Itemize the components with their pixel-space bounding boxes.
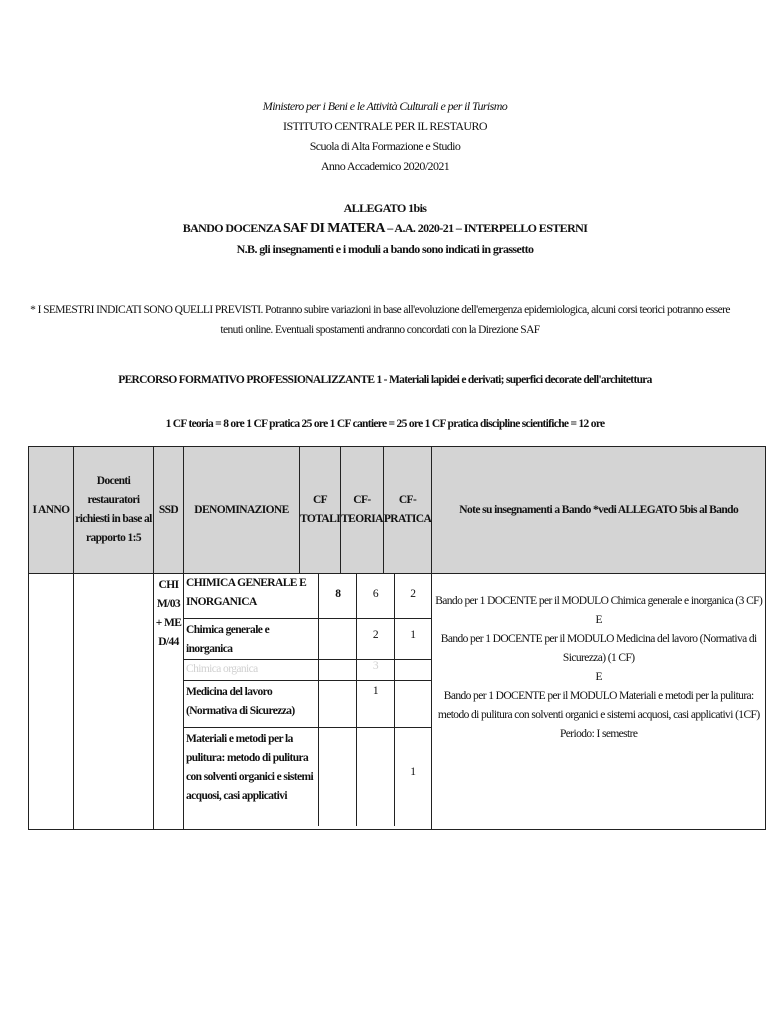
module-row bbox=[184, 681, 431, 728]
header-note: Note su insegnamenti a Bando *vedi ALLEGATO 5bis al Bando bbox=[432, 447, 766, 574]
module-cf-pratica bbox=[394, 660, 431, 681]
nb-note: N.B. gli insegnamenti e i moduli a bando sono indicati in grassetto bbox=[236, 242, 534, 256]
bando-title bbox=[0, 218, 770, 239]
institute-name: ISTITUTO CENTRALE PER IL RESTAURO bbox=[283, 119, 487, 133]
module-name: Materiali e metodi per la pulitura: metodo di pulitura con solventi organici e sistemi acquosi, casi applicativi bbox=[184, 728, 319, 827]
courses-table bbox=[28, 446, 766, 830]
note-line: E bbox=[595, 671, 602, 683]
module-name: Medicina del lavoro (Normativa di Sicurezza) bbox=[184, 681, 319, 728]
module-cf-teoria bbox=[357, 728, 394, 827]
module-name: Chimica generale e inorganica bbox=[184, 619, 319, 660]
module-row bbox=[184, 660, 431, 681]
module-cf-pratica: 1 bbox=[394, 619, 431, 660]
cf-equivalence: 1 CF teoria = 8 ore 1 CF pratica 25 ore 1 CF cantiere = 25 ore 1 CF pratica discipline scientifiche = 12 ore bbox=[165, 418, 605, 430]
header-cf-totali: CF TOTALI bbox=[300, 447, 341, 574]
module-cf-totali bbox=[319, 660, 357, 681]
table-header-row bbox=[29, 447, 766, 574]
modules-cell bbox=[184, 574, 432, 830]
module-row bbox=[184, 728, 431, 827]
module-cf-teoria: 6 bbox=[357, 574, 394, 619]
percorso-title: PERCORSO FORMATIVO PROFESSIONALIZZANTE 1 - Materiali lapidei e derivati; superfici decorate dell'architettura bbox=[118, 374, 652, 386]
module-cf-pratica: 1 bbox=[410, 766, 416, 778]
module-cf-pratica: 2 bbox=[394, 574, 431, 619]
note-line: Bando per 1 DOCENTE per il MODULO Chimica generale e inorganica (3 CF) bbox=[435, 595, 763, 607]
module-cf-teoria: 1 bbox=[357, 681, 394, 728]
bando-prefix: BANDO DOCENZA bbox=[182, 221, 283, 235]
header-docenti: Docenti restauratori richiesti in base al rapporto 1:5 bbox=[74, 447, 154, 574]
ministry-name: Ministero per i Beni e le Attività Culturali e per il Turismo bbox=[262, 99, 508, 113]
academic-year: Anno Accademico 2020/2021 bbox=[320, 159, 450, 173]
allegato-block bbox=[0, 198, 770, 259]
module-cf-totali: 8 bbox=[319, 574, 357, 619]
header-cf-teoria: CF-TEORIA bbox=[341, 447, 384, 574]
allegato-title: ALLEGATO 1bis bbox=[343, 201, 427, 215]
header-cf-pratica: CF-PRATICA bbox=[383, 447, 431, 574]
ssd-cell: CHIM/03+ MED/44 bbox=[154, 574, 184, 830]
note-line: Bando per 1 DOCENTE per il MODULO Materiali e metodi per la pulitura: metodo di pulitura con solventi organici e sistemi acquosi, casi applicativi (1CF) bbox=[437, 690, 760, 721]
table-row bbox=[29, 574, 766, 830]
module-cf-teoria: 3 bbox=[357, 660, 394, 681]
module-cf-teoria: 2 bbox=[357, 619, 394, 660]
module-name: CHIMICA GENERALE E INORGANICA bbox=[184, 574, 319, 619]
module-row bbox=[184, 574, 431, 619]
note-line: Periodo: I semestre bbox=[560, 728, 638, 740]
document-header bbox=[0, 96, 770, 176]
bando-suffix: – A.A. 2020-21 – INTERPELLO ESTERNI bbox=[384, 221, 588, 235]
docenti-cell bbox=[74, 574, 154, 830]
module-cf-totali bbox=[319, 619, 357, 660]
note-cell bbox=[432, 574, 766, 830]
semester-note: * I SEMESTRI INDICATI SONO QUELLI PREVISTI. Potranno subire variazioni in base all'evoluzione dell'emergenza epidemiologica, alcuni corsi teorici potranno essere tenuti online. Eventuali spostamenti andranno concordati con la Direzione SAF bbox=[30, 304, 730, 336]
note-line: E bbox=[595, 614, 602, 626]
module-cf-totali bbox=[319, 728, 357, 827]
module-cf-pratica bbox=[394, 681, 431, 728]
module-cf-totali bbox=[319, 681, 357, 728]
note-line: Bando per 1 DOCENTE per il MODULO Medicina del lavoro (Normativa di Sicurezza) (1 CF) bbox=[440, 633, 757, 664]
header-denominazione: DENOMINAZIONE bbox=[184, 447, 300, 574]
module-row bbox=[184, 619, 431, 660]
anno-cell bbox=[29, 574, 74, 830]
module-name: Chimica organica bbox=[184, 660, 319, 681]
header-anno: I ANNO bbox=[29, 447, 74, 574]
header-ssd: SSD bbox=[154, 447, 184, 574]
bando-saf: SAF DI MATERA bbox=[282, 221, 385, 236]
school-name: Scuola di Alta Formazione e Studio bbox=[309, 139, 461, 153]
modules-subtable bbox=[184, 574, 431, 826]
